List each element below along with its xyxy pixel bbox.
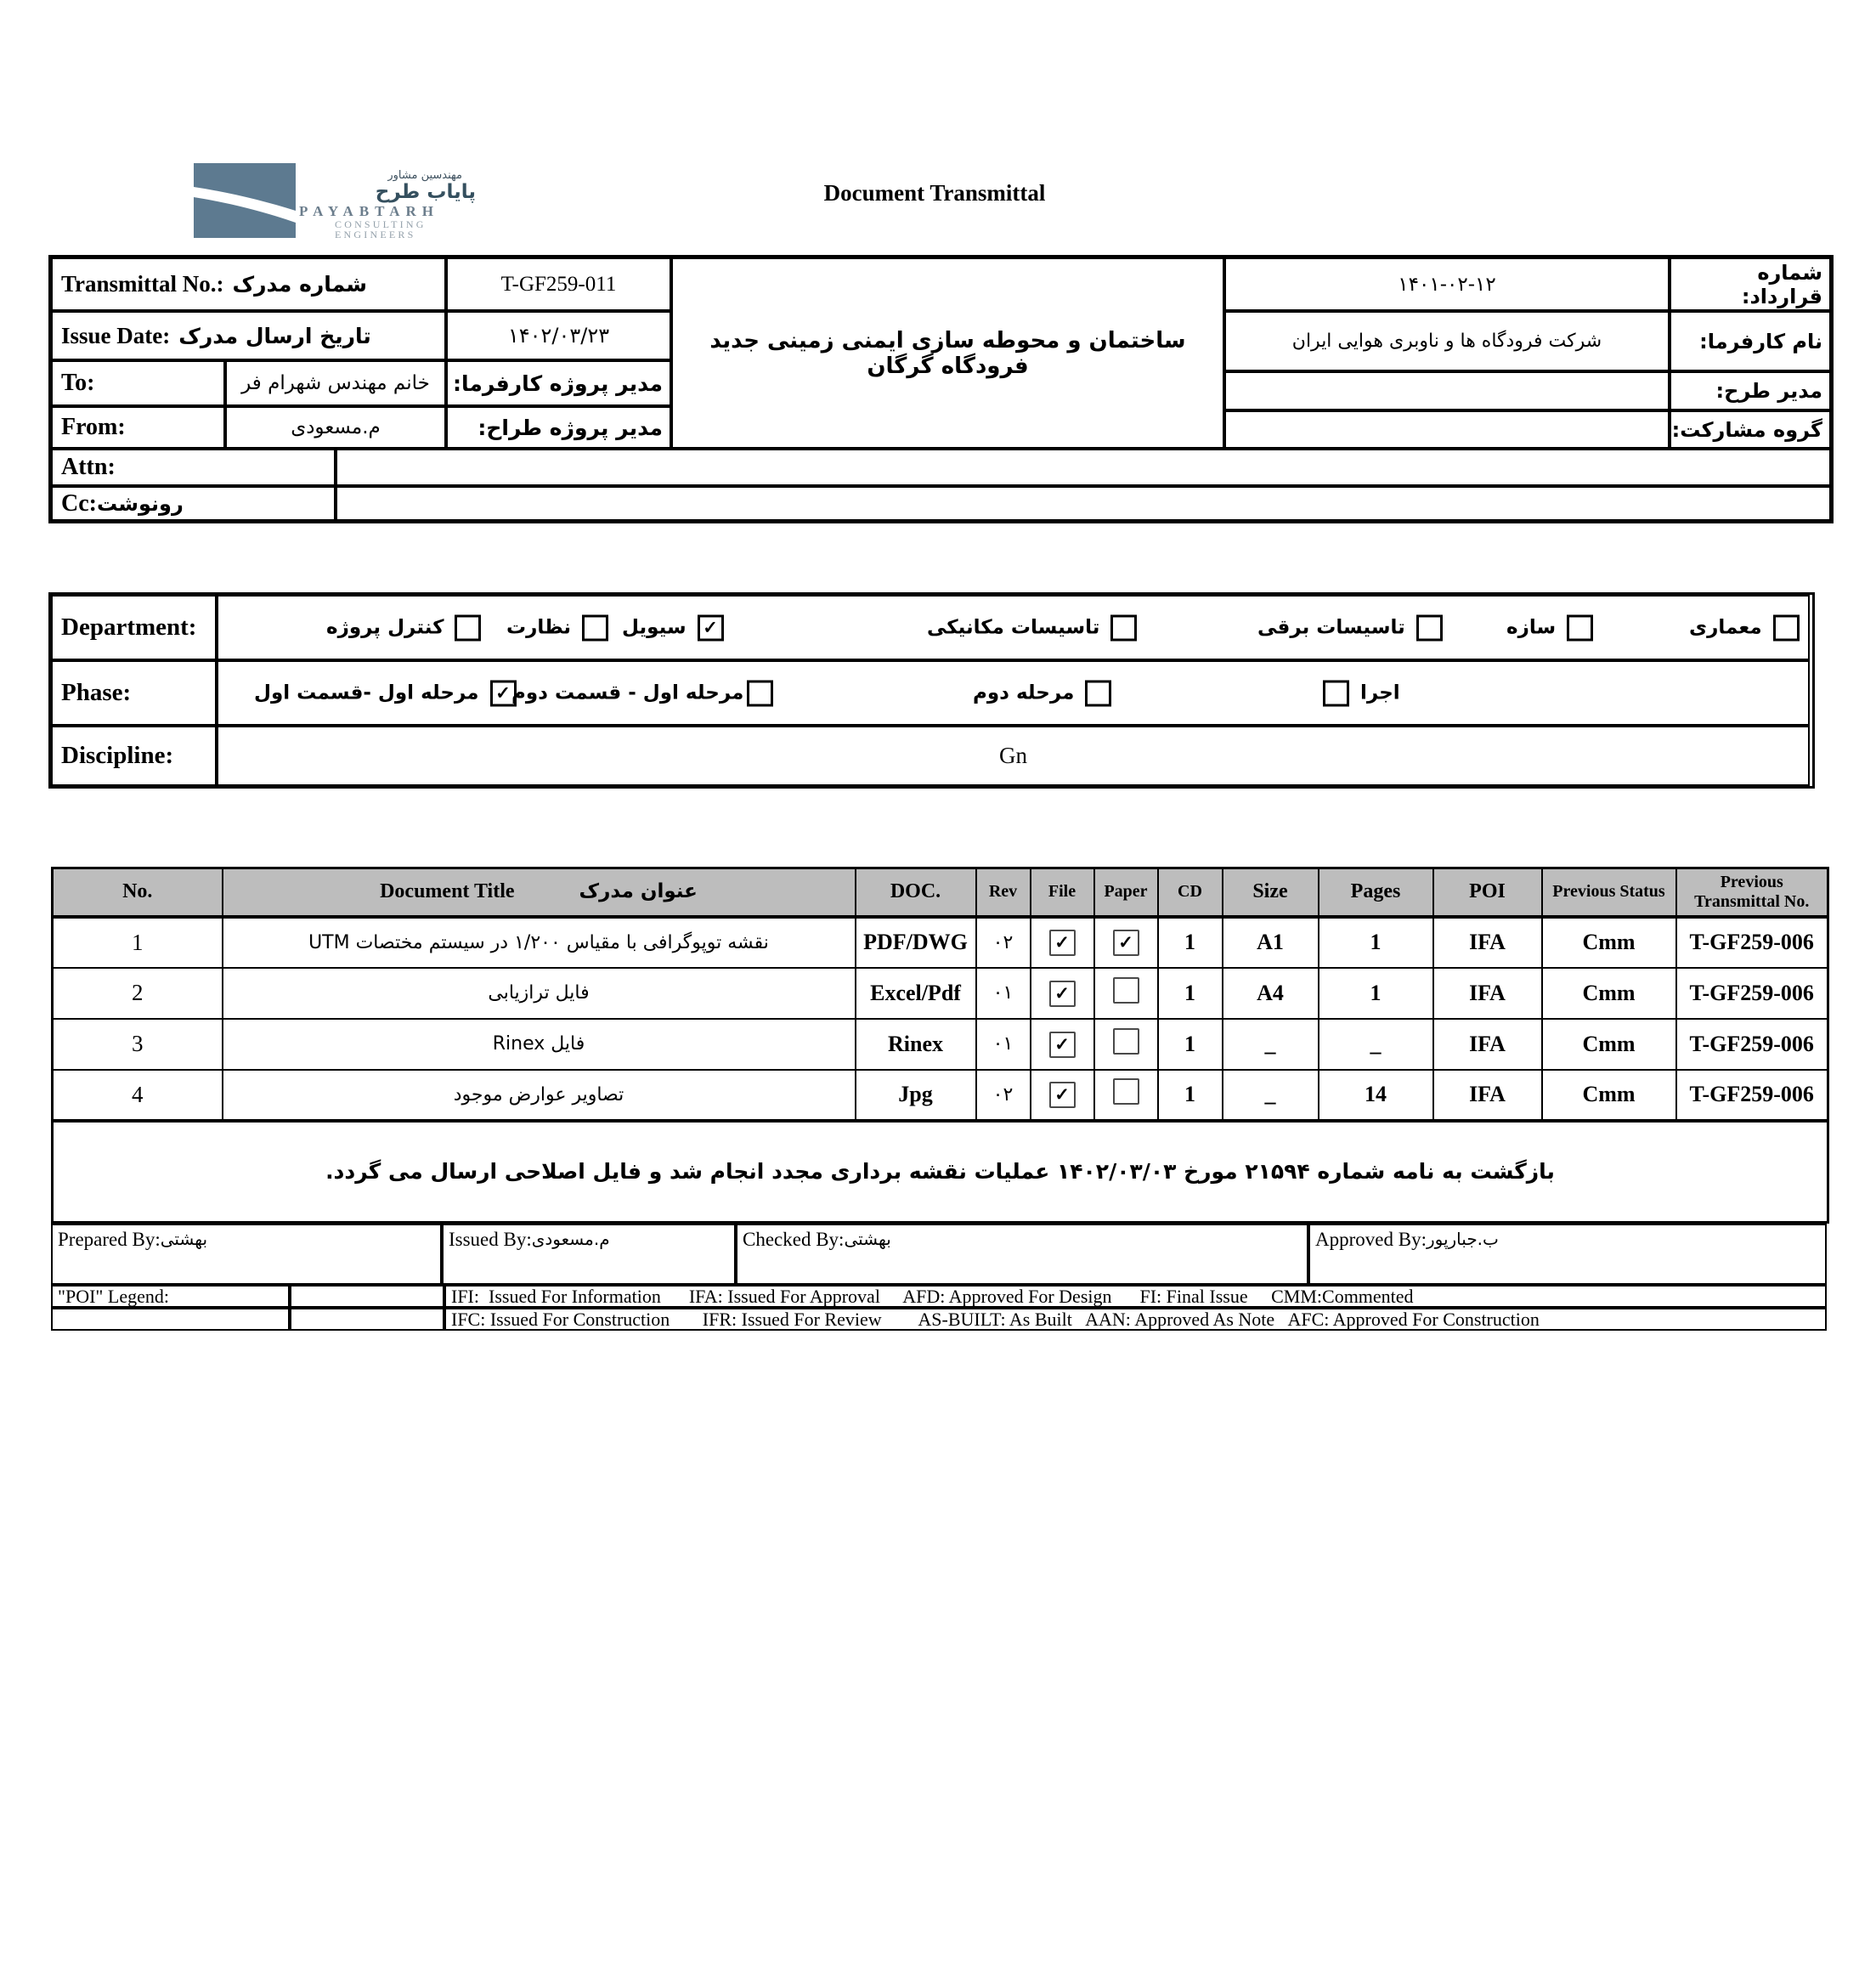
transmittal-no-value: T-GF259-011: [446, 257, 671, 311]
designer-project-manager-label: مدیر پروژه طراح:: [446, 406, 671, 449]
phase-option-label: مرحله دوم: [973, 681, 1075, 704]
phase-checkbox[interactable]: ✓: [490, 680, 517, 706]
discipline-value: Gn: [217, 726, 1810, 786]
department-option: [622, 614, 724, 641]
document-cell-paper: [1094, 1019, 1158, 1070]
document-cell-poi: IFA: [1433, 917, 1542, 968]
header-rev: Rev: [976, 868, 1031, 917]
cc-label-cell: [51, 486, 336, 521]
phase-checkbox[interactable]: [747, 680, 773, 706]
brand-fa-tagline: مهندسین مشاور: [387, 169, 462, 182]
document-cell-size: _: [1223, 1070, 1319, 1121]
document-cell-doc: PDF/DWG: [856, 917, 976, 968]
header-file: File: [1031, 868, 1094, 917]
header-poi: POI: [1433, 868, 1542, 917]
to-value: خانم مهندس شهرام فر: [225, 360, 446, 406]
phase-option-label: اجرا: [1360, 681, 1400, 704]
file-checkbox[interactable]: ✓: [1049, 981, 1076, 1007]
client-name-value: شرکت فرودگاه ها و ناوبری هوایی ایران: [1224, 311, 1670, 371]
document-cell-poi: IFA: [1433, 1070, 1542, 1121]
issue-date-value: ۱۴۰۲/۰۳/۲۳: [446, 311, 671, 360]
document-cell-poi: IFA: [1433, 1019, 1542, 1070]
issued-by-name: م.مسعودی: [531, 1229, 610, 1249]
header-previous-transmittal: Previous Transmittal No.: [1676, 868, 1828, 917]
approved-by-label: Approved By:: [1315, 1229, 1427, 1250]
document-title: Document Transmittal: [823, 180, 1046, 206]
document-cell-ptn: T-GF259-006: [1676, 1019, 1828, 1070]
department-option-label: کنترل پروژه: [326, 616, 444, 639]
document-cell-doc: Excel/Pdf: [856, 968, 976, 1019]
header-size: Size: [1223, 868, 1319, 917]
document-cell-file: [1031, 1019, 1094, 1070]
department-option-label: سازه: [1506, 616, 1557, 639]
brand-wordmark: [299, 170, 511, 240]
phase-option: [973, 680, 1111, 706]
discipline-label: Discipline:: [51, 726, 217, 786]
document-cell-status: Cmm: [1542, 1019, 1676, 1070]
department-checkbox[interactable]: [1110, 614, 1137, 641]
checked-by-name: بهشتی: [844, 1229, 891, 1249]
note-row: [53, 1121, 1828, 1223]
document-cell-doc: Jpg: [856, 1070, 976, 1121]
checked-by-cell: [736, 1224, 1308, 1285]
poi-legend-label: "POI" Legend:: [51, 1285, 290, 1308]
header-pages: Pages: [1319, 868, 1433, 917]
file-checkbox[interactable]: ✓: [1049, 1032, 1076, 1058]
document-row: [53, 917, 1828, 968]
transmittal-no-label-cell: [51, 257, 446, 311]
brand-fa-name: پایاب طرح: [375, 180, 476, 203]
contract-no-value: ۱۴۰۱-۰۲-۱۲: [1224, 257, 1670, 311]
department-checkbox[interactable]: [1567, 614, 1593, 641]
document-cell-doc: Rinex: [856, 1019, 976, 1070]
header-no: No.: [53, 868, 223, 917]
document-cell-no: 1: [53, 917, 223, 968]
department-options-row: [217, 595, 1810, 660]
phase-option: [511, 680, 773, 706]
document-cell-paper: [1094, 1070, 1158, 1121]
contract-no-label: شماره قرارداد:: [1670, 257, 1831, 311]
issue-date-label-cell: [51, 311, 446, 360]
department-option: [326, 614, 481, 641]
document-cell-paper: [1094, 917, 1158, 968]
document-cell-status: Cmm: [1542, 1070, 1676, 1121]
design-manager-label: مدیر طرح:: [1670, 371, 1831, 410]
header-document-title: [223, 868, 856, 917]
document-cell-size: _: [1223, 1019, 1319, 1070]
brand-logo: [194, 163, 296, 238]
document-cell-title: تصاویر عوارض موجود: [223, 1070, 856, 1121]
document-cell-title: فایل ترازیابی: [223, 968, 856, 1019]
partnership-group-label: گروه مشارکت:: [1670, 410, 1831, 449]
document-cell-paper: [1094, 968, 1158, 1019]
paper-checkbox[interactable]: [1113, 1028, 1139, 1055]
brand-en-tagline: CONSULTING ENGINEERS: [335, 218, 427, 241]
phase-option: [1323, 680, 1400, 706]
project-title: ساختمان و محوطه سازی ایمنی زمینی جدید فرودگاه گرگان: [671, 257, 1224, 449]
document-cell-title: فایل Rinex: [223, 1019, 856, 1070]
department-checkbox[interactable]: ✓: [698, 614, 724, 641]
cc-label-fa: رونوشت: [96, 491, 184, 516]
document-cell-cd: 1: [1158, 1070, 1223, 1121]
from-label: From:: [51, 406, 225, 449]
phase-label: Phase:: [51, 660, 217, 726]
phase-option-label: مرحله اول - قسمت دوم: [511, 681, 744, 704]
document-cell-status: Cmm: [1542, 917, 1676, 968]
document-cell-poi: IFA: [1433, 968, 1542, 1019]
documents-table-header-row: [53, 868, 1828, 917]
department-option: [506, 614, 608, 641]
document-cell-pages: _: [1319, 1019, 1433, 1070]
file-checkbox[interactable]: ✓: [1049, 930, 1076, 956]
document-cell-cd: 1: [1158, 917, 1223, 968]
cc-label-en: Cc:: [61, 489, 97, 517]
approved-by-name: ب.جبارپور: [1426, 1229, 1499, 1249]
documents-table: [51, 867, 1829, 1224]
document-cell-cd: 1: [1158, 1019, 1223, 1070]
header-doc: DOC.: [856, 868, 976, 917]
document-row: [53, 1019, 1828, 1070]
issue-date-label-fa: تاریخ ارسال مدرک: [178, 323, 371, 348]
document-cell-title: نقشه توپوگرافی با مقیاس ۱/۲۰۰ در سیستم مختصات UTM: [223, 917, 856, 968]
department-checkbox[interactable]: [582, 614, 608, 641]
document-cell-status: Cmm: [1542, 968, 1676, 1019]
department-option: [927, 614, 1137, 641]
attn-value: [336, 449, 1831, 486]
paper-checkbox[interactable]: [1113, 977, 1139, 1004]
poi-legend-line-1: IFI: Issued For Information IFA: Issued For Approval AFD: Approved For Design FI: Final Issue CMM:Commented: [444, 1285, 1827, 1308]
prepared-by-name: بهشتی: [160, 1229, 208, 1249]
department-option-label: نظارت: [506, 616, 572, 639]
document-cell-size: A1: [1223, 917, 1319, 968]
prepared-by-label: Prepared By:: [58, 1229, 161, 1250]
poi-legend-spacer-2: [51, 1308, 290, 1331]
document-cell-pages: 1: [1319, 968, 1433, 1019]
from-value: م.مسعودی: [225, 406, 446, 449]
document-cell-file: [1031, 1070, 1094, 1121]
department-option: [1689, 614, 1800, 641]
cc-value: [336, 486, 1831, 521]
department-label: Department:: [51, 595, 217, 660]
phase-checkbox[interactable]: [1323, 680, 1349, 706]
department-checkbox[interactable]: [455, 614, 481, 641]
attn-label: Attn:: [51, 449, 336, 486]
department-option: [1257, 614, 1443, 641]
document-cell-file: [1031, 968, 1094, 1019]
department-option-label: تاسیسات برقی: [1257, 616, 1405, 639]
document-cell-pages: 14: [1319, 1070, 1433, 1121]
document-cell-no: 3: [53, 1019, 223, 1070]
logo-mark-icon: [194, 163, 296, 238]
issue-date-label-en: Issue Date:: [61, 322, 171, 348]
transmittal-no-label-fa: شماره مدرک: [232, 272, 367, 297]
file-checkbox[interactable]: ✓: [1049, 1082, 1076, 1108]
transmittal-no-label-en: Transmittal No.:: [61, 271, 224, 297]
poi-legend-line-2: IFC: Issued For Construction IFR: Issued For Review AS-BUILT: As Built AAN: Approved As Note AFC: Approved For Construction: [444, 1308, 1827, 1331]
document-cell-no: 2: [53, 968, 223, 1019]
phase-option: [254, 680, 517, 706]
poi-legend-spacer-1: [290, 1285, 444, 1308]
issued-by-cell: [442, 1224, 736, 1285]
document-cell-ptn: T-GF259-006: [1676, 917, 1828, 968]
document-row: [53, 1070, 1828, 1121]
header-title-fa: عنوان مدرک: [579, 880, 698, 903]
note-text: بازگشت به نامه شماره ۲۱۵۹۴ مورخ ۱۴۰۲/۰۳/۰۳ عملیات نقشه برداری مجدد انجام شد و فایل اصلاحی ارسال می گردد.: [53, 1121, 1828, 1223]
phase-options-row: [217, 660, 1810, 726]
client-name-label: نام کارفرما:: [1670, 311, 1831, 371]
document-cell-rev: ۰۱: [976, 968, 1031, 1019]
poi-legend-spacer-3: [290, 1308, 444, 1331]
issued-by-label: Issued By:: [449, 1229, 532, 1250]
document-cell-pages: 1: [1319, 917, 1433, 968]
department-option-label: سیویل: [622, 616, 687, 639]
department-checkbox[interactable]: [1416, 614, 1443, 641]
document-cell-cd: 1: [1158, 968, 1223, 1019]
document-cell-no: 4: [53, 1070, 223, 1121]
document-cell-size: A4: [1223, 968, 1319, 1019]
client-project-manager-label: مدیر پروژه کارفرما:: [446, 360, 671, 406]
paper-checkbox[interactable]: [1113, 1078, 1139, 1105]
to-label: To:: [51, 360, 225, 406]
header-previous-status: Previous Status: [1542, 868, 1676, 917]
header-cd: CD: [1158, 868, 1223, 917]
approved-by-cell: [1308, 1224, 1827, 1285]
document-cell-ptn: T-GF259-006: [1676, 1070, 1828, 1121]
phase-checkbox[interactable]: [1085, 680, 1111, 706]
document-cell-rev: ۰۲: [976, 1070, 1031, 1121]
document-cell-rev: ۰۱: [976, 1019, 1031, 1070]
header-title-en: Document Title: [380, 880, 515, 903]
paper-checkbox[interactable]: ✓: [1113, 930, 1139, 956]
design-manager-value: [1224, 371, 1670, 410]
header-paper: Paper: [1094, 868, 1158, 917]
department-option: [1506, 614, 1593, 641]
document-cell-file: [1031, 917, 1094, 968]
department-checkbox[interactable]: [1773, 614, 1800, 641]
document-row: [53, 968, 1828, 1019]
prepared-by-cell: [51, 1224, 442, 1285]
phase-option-label: مرحله اول -قسمت اول: [254, 681, 479, 704]
checked-by-label: Checked By:: [743, 1229, 845, 1250]
partnership-group-value: [1224, 410, 1670, 449]
department-option-label: معماری: [1689, 616, 1762, 639]
document-cell-ptn: T-GF259-006: [1676, 968, 1828, 1019]
brand-en-name: PAYABTARH: [299, 202, 440, 219]
department-option-label: تاسیسات مکانیکی: [927, 616, 1100, 639]
document-cell-rev: ۰۲: [976, 917, 1031, 968]
